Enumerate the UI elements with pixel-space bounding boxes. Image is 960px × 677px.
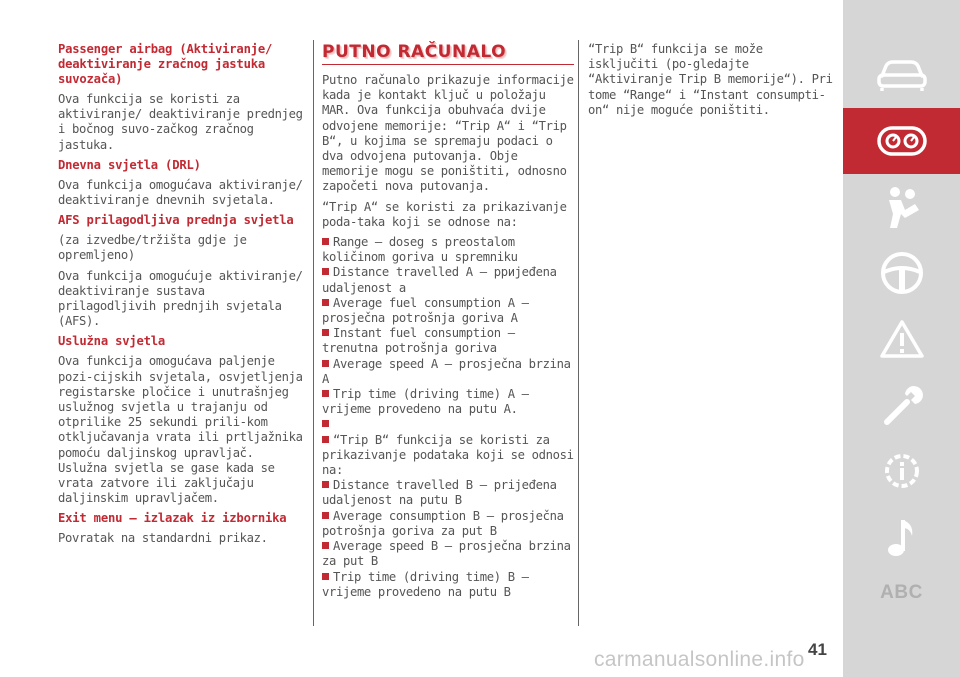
bullet-square-icon [322, 238, 329, 245]
list-item: Trip time (driving time) B – vrijeme provedeno na putu B [322, 569, 529, 599]
list-item: Distance travelled B – prijeđena udaljenost na putu B [322, 478, 557, 508]
trip-b-disable-text: “Trip B“ funkcija se može isključiti (po-gledajte “Aktiviranje Trip B memorije“). Pri tome “Range“ i “Instant consumpti-on“ nije moguće poništiti. [588, 42, 833, 117]
sidebar-tab-emergency[interactable] [843, 306, 960, 372]
chapter-sidebar [843, 0, 960, 677]
trip-list [322, 235, 574, 600]
column-divider [578, 40, 579, 626]
list-item: Distance travelled A – pријeđena udaljenost a [322, 265, 557, 295]
section-title-passenger-airbag: Passenger airbag (Aktiviranje/ deaktiviranje zračnog jastuka suvozača) [58, 42, 273, 86]
car-icon [876, 58, 928, 92]
music-note-icon [882, 514, 922, 560]
section-title-afs: AFS prilagodljiva prednja svjetla [58, 213, 294, 228]
column-left [58, 42, 306, 552]
sidebar-tab-safety[interactable] [843, 174, 960, 240]
trip-a-intro: “Trip A“ se koristi za prikazivanje poda-taka koji se odnose na: [322, 199, 567, 229]
column-right [588, 42, 838, 123]
list-item: “Trip B“ funkcija se koristi za prikazivanje podataka koji se odnosi na: [322, 432, 574, 478]
steering-wheel-icon [879, 250, 925, 296]
bullet-square-icon [322, 436, 329, 443]
watermark: carmanualsonline.info [594, 648, 805, 671]
instrument-panel-icon [876, 124, 928, 158]
bullet-square-icon [322, 299, 329, 306]
column-divider [313, 40, 314, 626]
sidebar-tab-maintenance[interactable] [843, 372, 960, 438]
gear-info-icon [879, 448, 925, 494]
bullet-square-icon [322, 268, 329, 275]
section-text-exit-menu: Povratak na standardni prikaz. [58, 531, 268, 546]
sidebar-tab-car[interactable] [843, 42, 960, 108]
section-text-service-lights: Ova funkcija omogućava paljenje pozi-cijskih svjetala, osvjetljenja registarske pločice i unutrašnjeg uslužnog svjetla u trajanju od otprilike 25 sekundi prili-kom otključavanja vrata ili prtljažnika pomoću daljinskog upravljač. Uslužna svjetla se gase kada se vrata zatvore ili zaključaju daljinskim upravljačem. [58, 354, 303, 506]
wrench-icon [879, 382, 925, 428]
seat-belt-person-icon [877, 184, 927, 230]
column-middle [322, 42, 574, 600]
bullet-square-icon [322, 481, 329, 488]
list-item: Instant fuel consumption – trenutna potrošnja goriva [322, 326, 515, 356]
page-title: PUTNO RAČUNALO [322, 42, 507, 62]
title-underline [322, 42, 574, 65]
bullet-square-icon [322, 420, 329, 427]
sidebar-tab-technical-data[interactable] [843, 438, 960, 504]
section-title-drl: Dnevna svjetla (DRL) [58, 157, 201, 172]
bullet-square-icon [322, 360, 329, 367]
page-number: 41 [808, 640, 827, 659]
index-abc-label: ABC [880, 582, 923, 603]
list-item [322, 417, 574, 432]
section-title-service-lights: Uslužna svjetla [58, 334, 166, 349]
sidebar-tab-index[interactable] [843, 560, 960, 626]
bullet-square-icon [322, 390, 329, 397]
list-item: Average fuel consumption A – prosječna potrošnja goriva A [322, 295, 529, 326]
list-item: Average speed B – prosječna brzina za put B [322, 539, 571, 569]
section-text-afs: Ova funkcija omogućuje aktiviranje/ deaktiviranje sustava prilagodljivih prednjih svjetala (AFS). [58, 268, 303, 329]
warning-triangle-icon [879, 318, 925, 360]
section-text-passenger-airbag: Ova funkcija se koristi za aktiviranje/ deaktiviranje prednjeg i bočnog suvo-začkog zračnog jastuka. [58, 92, 303, 152]
bullet-square-icon [322, 542, 329, 549]
section-text-drl: Ova funkcija omogućava aktiviranje/ deaktiviranje dnevnih svjetala. [58, 177, 303, 208]
list-item: Trip time (driving time) A – vrijeme provedeno na putu A. [322, 387, 529, 417]
sidebar-tab-instruments[interactable] [843, 108, 960, 174]
bullet-square-icon [322, 573, 329, 580]
section-note-afs: (za izvedbe/tržišta gdje je opremljeno) [58, 233, 247, 263]
trip-computer-intro: Putno računalo prikazuje informacije kada je kontakt ključ u položaju MAR. Ova funkcija obuhvaća dvije odvojene memorije: “Trip A“ i “Trip B“, u kojima se spremaju podaci o dva odvojena putovanja. Obje memorije mogu se poništiti, odnosno započeti nova putovanja. [322, 73, 574, 194]
bullet-square-icon [322, 329, 329, 336]
sidebar-tab-driving[interactable] [843, 240, 960, 306]
list-item: Range – doseg s preostalom količinom goriva u spremniku [322, 235, 518, 265]
list-item: Average speed A – prosječna brzina A [322, 356, 571, 386]
list-item: Average consumption B – prosječna potrošnja goriva za put B [322, 508, 564, 538]
bullet-square-icon [322, 512, 329, 519]
section-title-exit-menu: Exit menu – izlazak iz izbornika [58, 511, 287, 526]
